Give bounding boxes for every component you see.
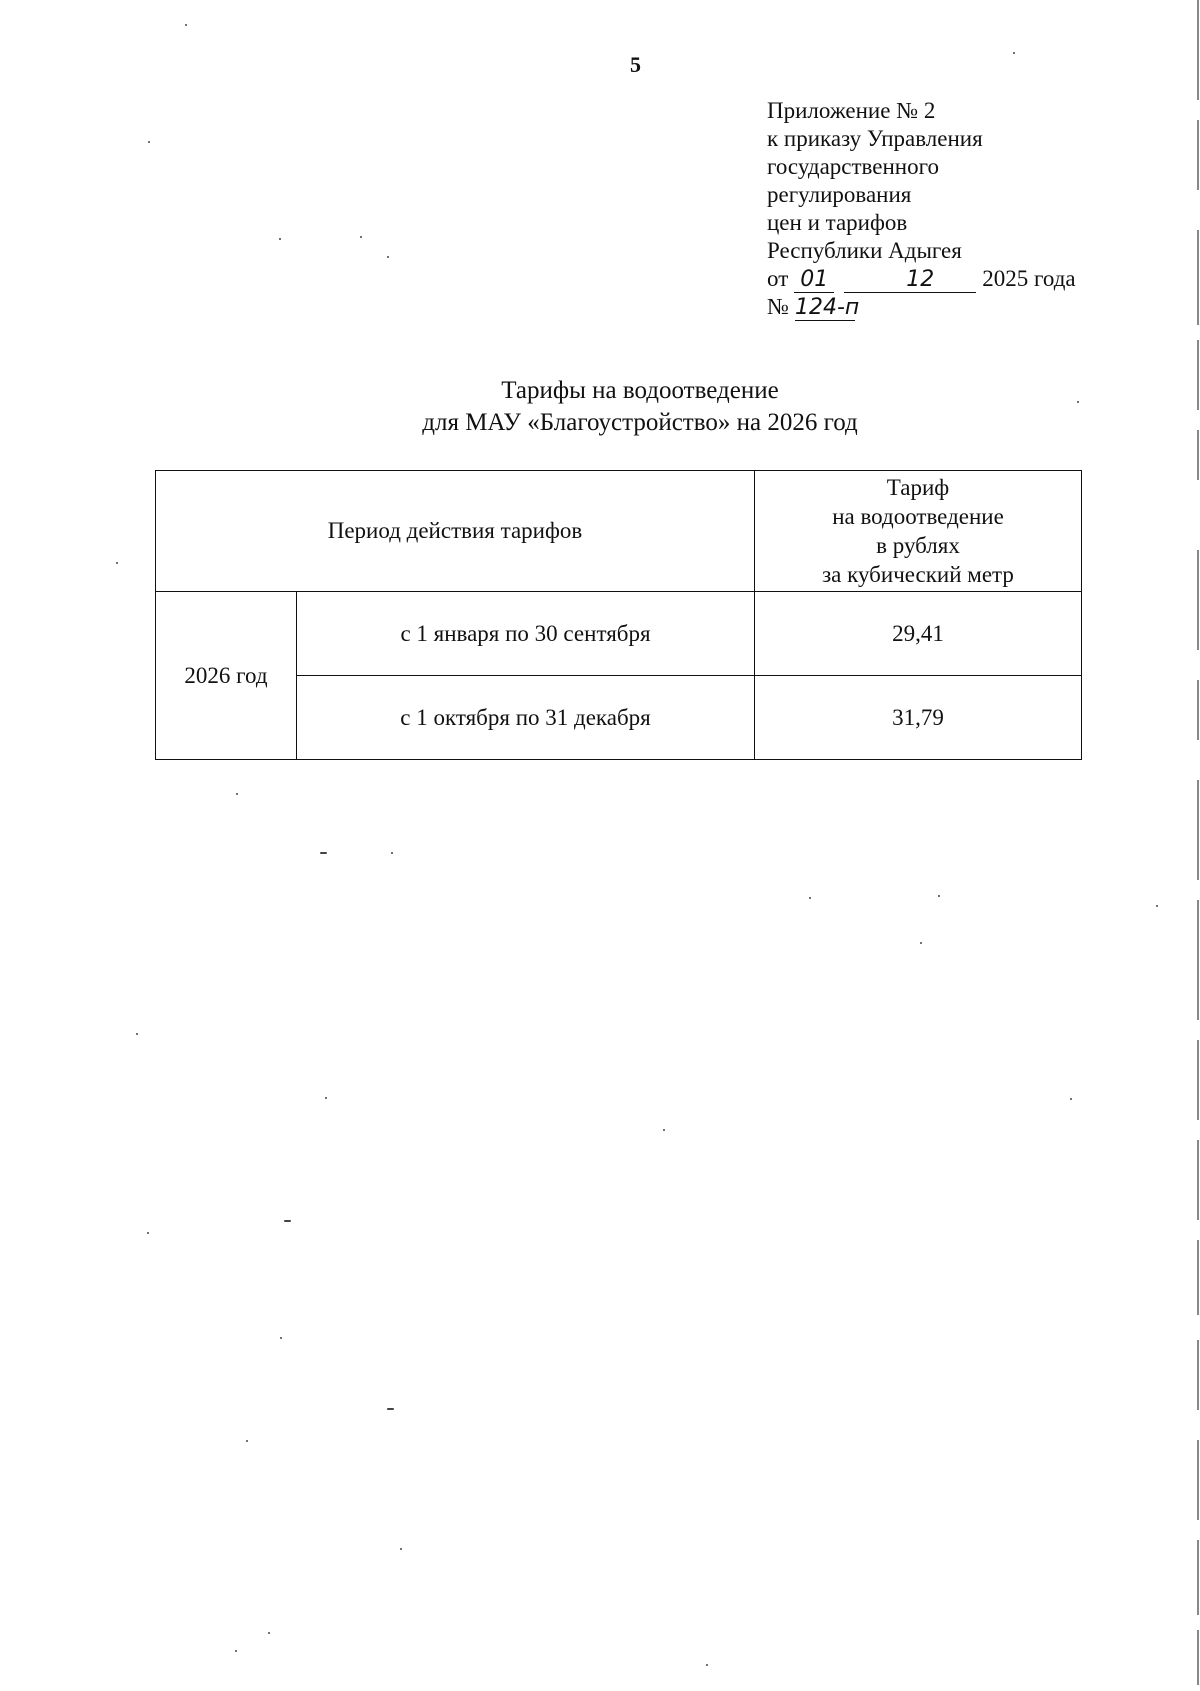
page-number: 5 — [630, 52, 641, 77]
scan-speck — [148, 141, 150, 143]
table-row — [156, 592, 1082, 676]
scan-edge-mark — [1197, 1630, 1199, 1685]
scan-edge-mark — [1197, 1440, 1199, 1520]
scan-edge-mark — [1197, 1040, 1199, 1120]
scan-speck — [325, 1097, 327, 1099]
header-tariff-line: Тариф — [886, 475, 950, 500]
scan-speck — [185, 24, 187, 26]
scan-speck — [1070, 1098, 1072, 1100]
scan-speck — [1156, 905, 1158, 907]
period-cell: с 1 октября по 31 декабря — [297, 676, 755, 760]
year-cell: 2026 год — [156, 592, 297, 760]
handwritten-month: 12 — [844, 268, 976, 293]
scan-edge-mark — [1197, 900, 1199, 1020]
header-tariff-line: на водоотведение — [832, 504, 1004, 529]
scan-edge-mark — [1197, 120, 1199, 190]
tariff-cell: 29,41 — [755, 592, 1082, 676]
scan-speck — [663, 1129, 665, 1131]
scan-speck — [147, 1232, 149, 1234]
scan-speck — [279, 238, 281, 240]
table-header-row — [156, 471, 1082, 592]
scan-speck — [246, 1440, 248, 1442]
tariff-table — [155, 470, 1082, 760]
order-date-line — [767, 265, 1076, 293]
header-period: Период действия тарифов — [156, 471, 755, 592]
scan-speck — [284, 1220, 291, 1222]
scan-edge-mark — [1197, 230, 1199, 325]
number-prefix: № — [767, 294, 789, 319]
scan-speck — [387, 1408, 394, 1410]
scan-speck — [136, 1033, 138, 1035]
order-number-line — [767, 293, 1076, 321]
scan-speck — [116, 562, 118, 564]
appendix-line: Приложение № 2 — [767, 98, 936, 123]
scan-edge-mark — [1197, 0, 1199, 100]
header-tariff-line: за кубический метр — [822, 562, 1014, 587]
scan-edge-mark — [1197, 550, 1199, 650]
appendix-block — [767, 97, 1076, 321]
scan-edge-mark — [1197, 430, 1199, 480]
date-suffix: 2025 года — [982, 266, 1076, 291]
header-tariff — [755, 471, 1082, 592]
title-line-1: Тарифы на водоотведение — [501, 377, 779, 404]
scan-speck — [235, 1650, 237, 1652]
scan-edge-mark — [1197, 780, 1199, 880]
scan-edge-mark — [1197, 1240, 1199, 1315]
handwritten-day: 01 — [794, 268, 834, 293]
scan-speck — [706, 1664, 708, 1666]
appendix-line: цен и тарифов — [767, 210, 908, 235]
scan-speck — [400, 1548, 402, 1550]
scan-edge-mark — [1197, 1340, 1199, 1410]
scan-speck — [920, 942, 922, 944]
appendix-line: Республики Адыгея — [767, 238, 962, 263]
scan-speck — [391, 852, 393, 854]
scan-edge-mark — [1197, 1140, 1199, 1220]
scan-speck — [268, 1632, 270, 1634]
scan-speck — [236, 793, 238, 795]
scan-speck — [320, 852, 327, 854]
scan-speck — [280, 1337, 282, 1339]
appendix-line: к приказу Управления — [767, 126, 983, 151]
scan-speck — [1013, 52, 1015, 54]
date-prefix: от — [767, 266, 789, 291]
title-line-2: для МАУ «Благоустройство» на 2026 год — [422, 409, 858, 436]
document-title — [0, 375, 1200, 439]
scan-edge-mark — [1197, 1540, 1199, 1615]
scan-speck — [387, 256, 389, 258]
handwritten-order-number: 124-п — [794, 295, 860, 320]
period-cell: с 1 января по 30 сентября — [297, 592, 755, 676]
appendix-line: государственного — [767, 154, 939, 179]
scan-edge-mark — [1197, 340, 1199, 410]
scan-speck — [938, 895, 940, 897]
appendix-line: регулирования — [767, 182, 912, 207]
scan-speck — [809, 897, 811, 899]
scan-speck — [360, 236, 362, 238]
tariff-cell: 31,79 — [755, 676, 1082, 760]
scan-edge-mark — [1197, 680, 1199, 740]
scan-speck — [1077, 401, 1079, 403]
header-tariff-line: в рублях — [876, 533, 960, 558]
